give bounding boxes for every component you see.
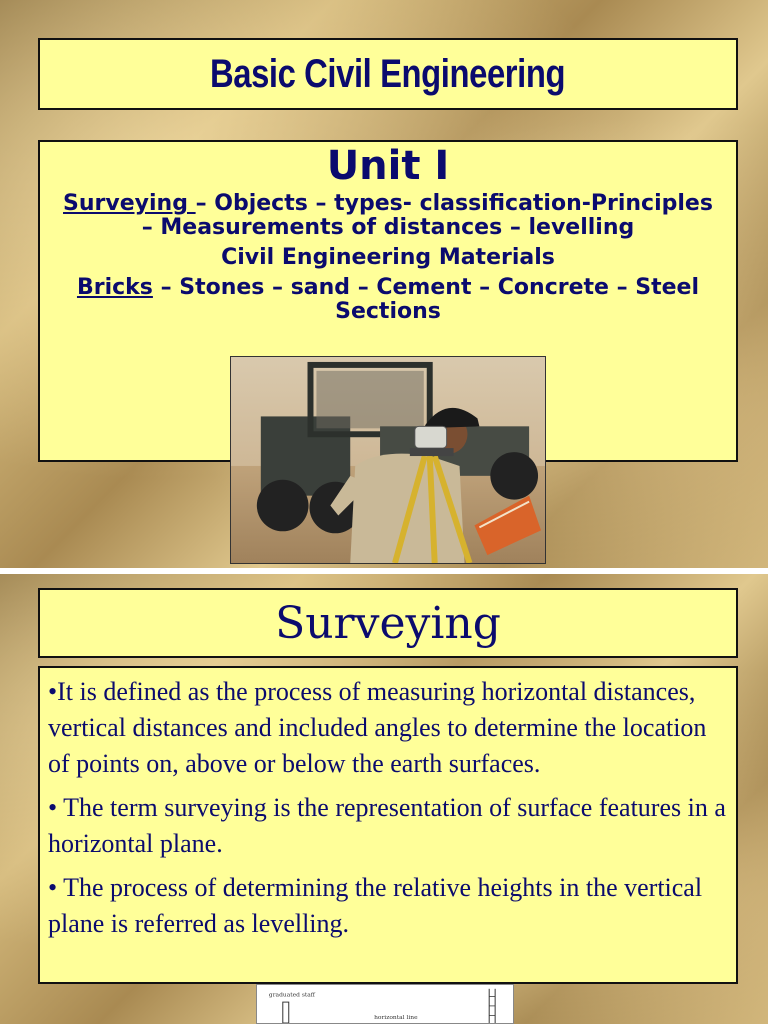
slide-title-text: Basic Civil Engineering (210, 51, 566, 96)
horizontal-line-label: horizontal line (374, 1015, 418, 1022)
slide-title-text: Surveying (275, 597, 501, 649)
surveying-topics-text: – Objects – types- classification-Principles – Measurements of distances – levelling (141, 191, 713, 240)
bullet-horizontal: • The term surveying is the representation of surface features in a horizontal plane. (48, 793, 726, 858)
slide-title (38, 38, 738, 110)
surveyor-photo (230, 356, 546, 564)
materials-topics-text: – Stones – sand – Cement – Concrete – Steel Sections (152, 275, 700, 324)
surveying-link[interactable]: Surveying (63, 191, 196, 216)
levelling-diagram (256, 984, 514, 1024)
definition-box (38, 666, 738, 984)
bullet-definition: •It is defined as the process of measuring horizontal distances, vertical distances and included angles to determine the location of points on, above or below the earth surfaces. (48, 677, 707, 778)
materials-heading: Civil Engineering Materials (221, 245, 555, 270)
bullet-levelling: • The process of determining the relative heights in the vertical plane is referred as levelling. (48, 873, 703, 938)
slide-surveying (0, 574, 768, 1024)
bricks-link[interactable]: Bricks (76, 275, 153, 300)
slide-title (38, 588, 738, 658)
graduated-staff-label: graduated staff (268, 992, 316, 999)
materials-topics (54, 276, 722, 324)
surveying-topics (54, 192, 722, 240)
unit-topics (54, 192, 722, 324)
unit-heading: Unit I (326, 143, 450, 189)
